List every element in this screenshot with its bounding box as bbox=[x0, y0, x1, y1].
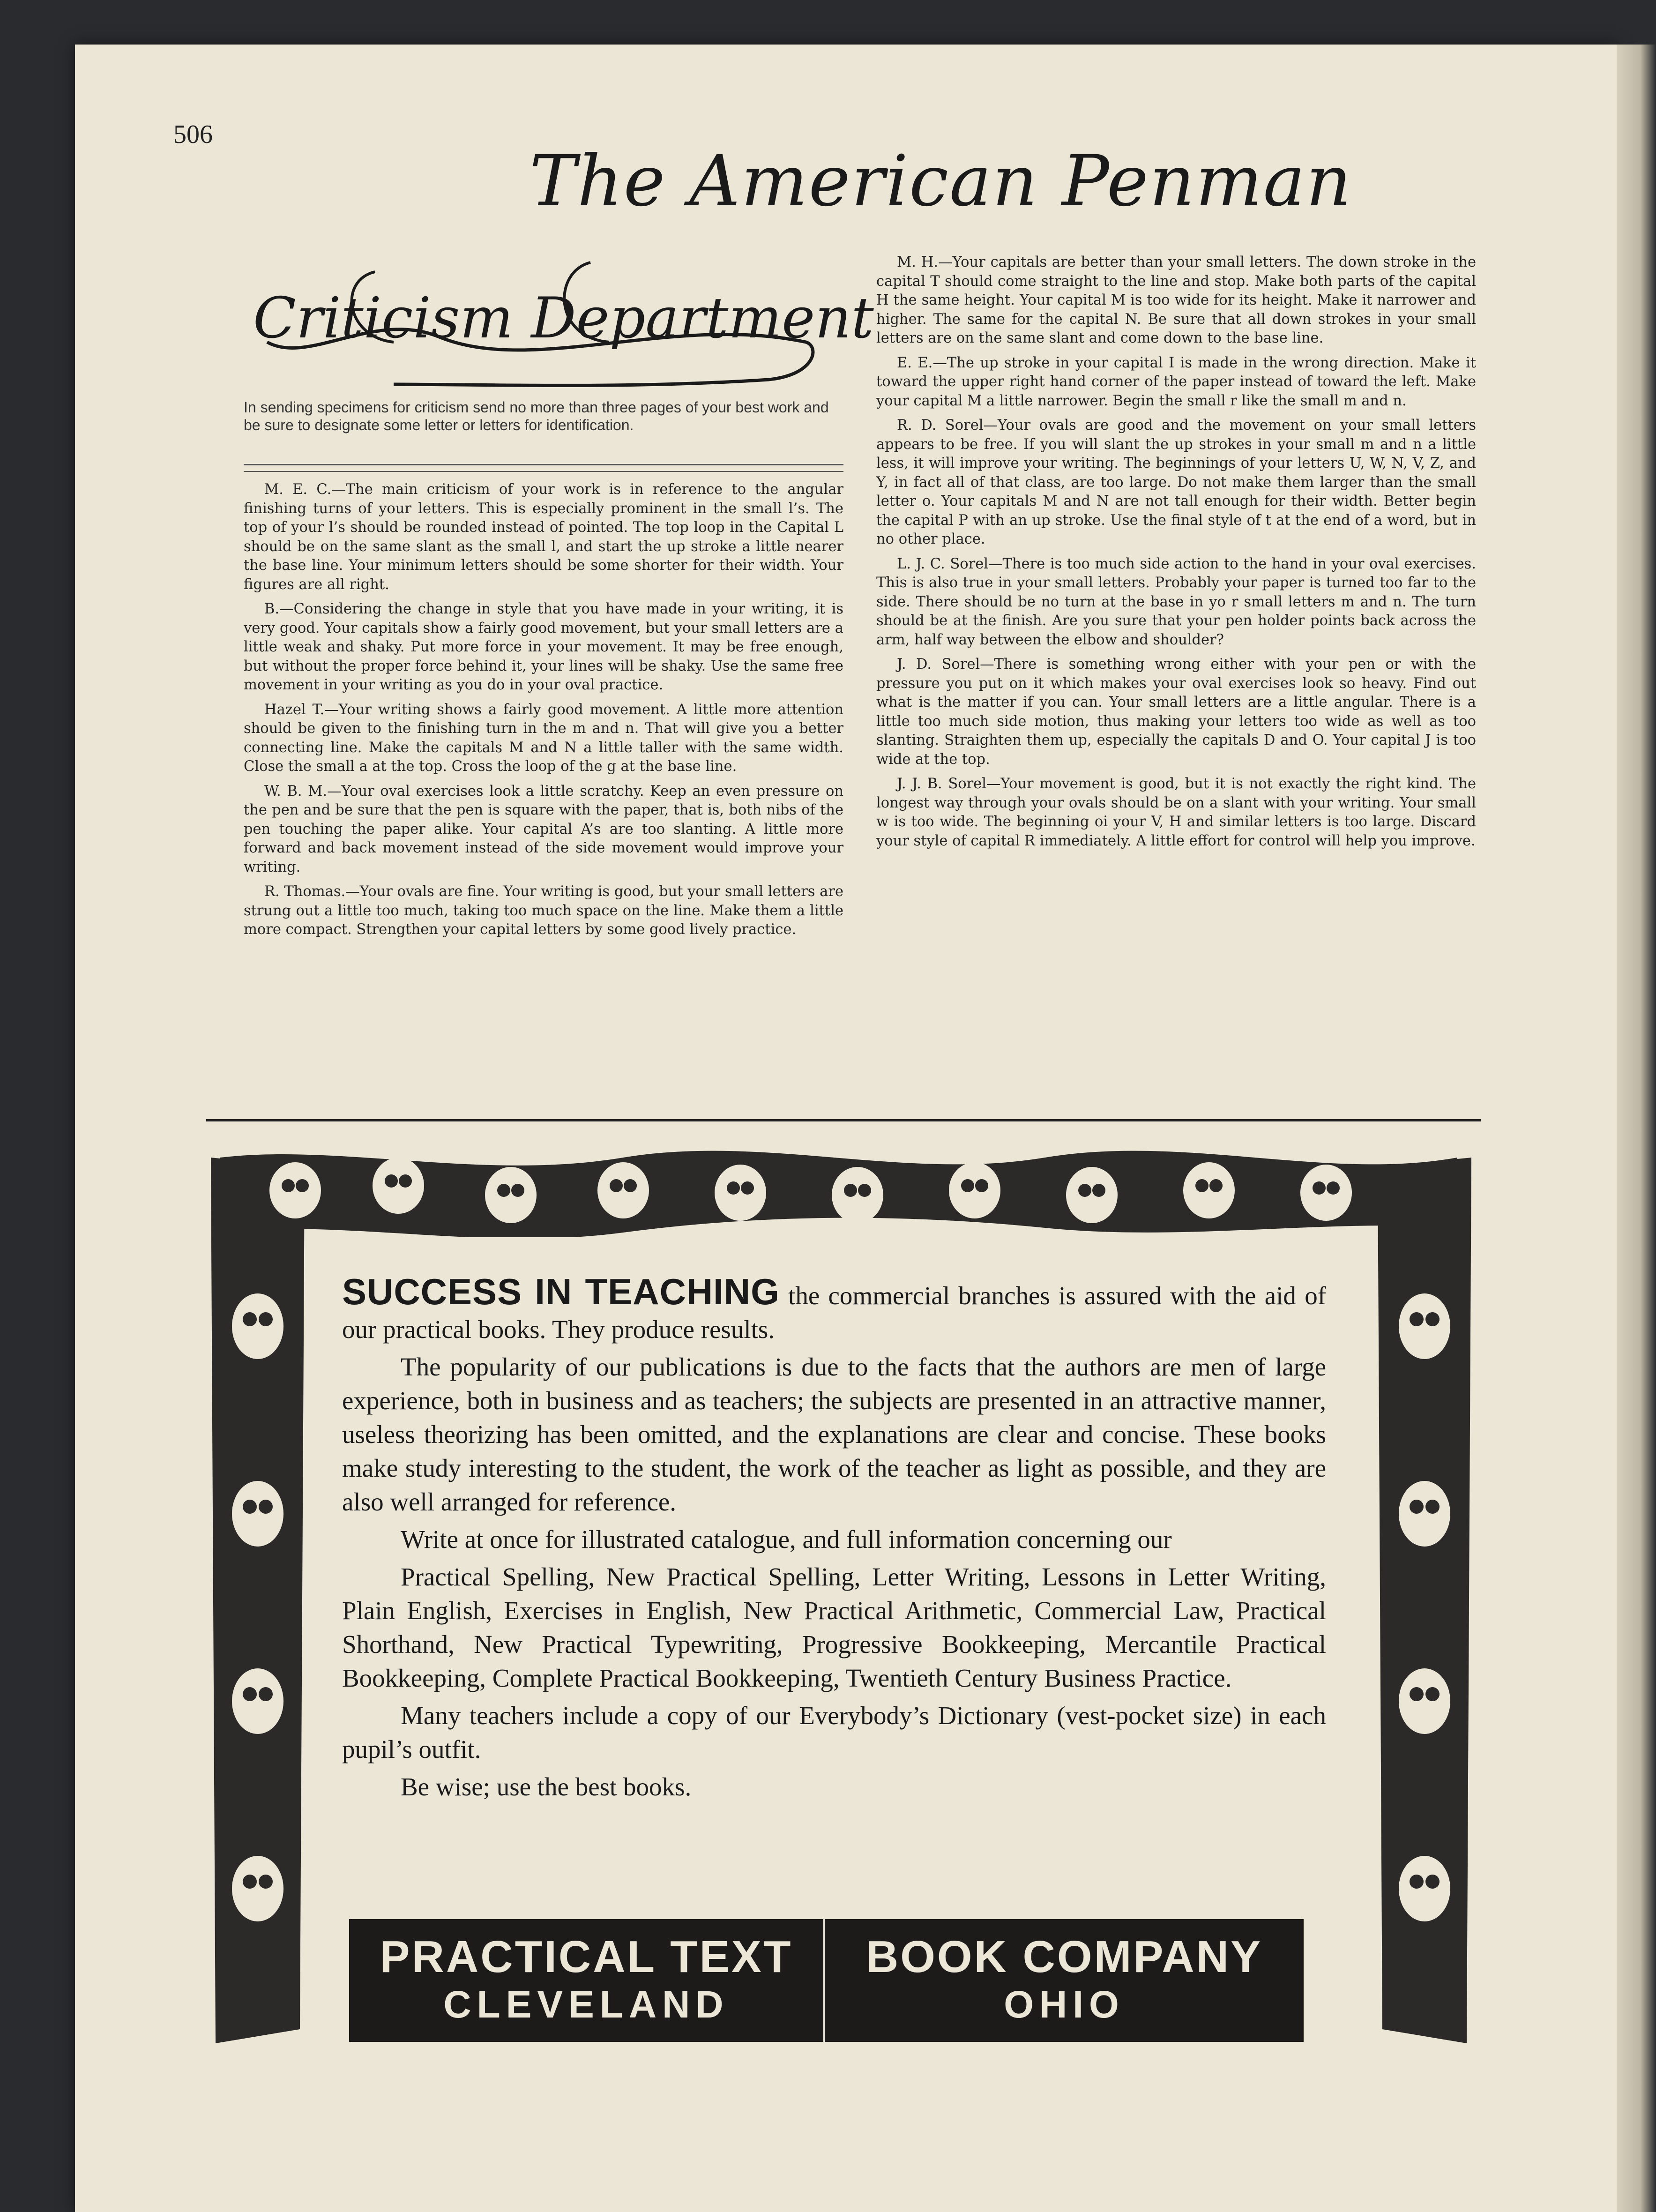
banner-right-line2: OHIO bbox=[1004, 1983, 1125, 2026]
ad-paragraph: The popularity of our publications is due to the facts that the authors are men of large experience, both in business and as teachers; the subjects are presented in an attractive manner, useless theorizing has been omitted, and the explanations are clear and concise. These books make study interesting to the student, the work of the teacher as light as possible, and they are also well arranged for reference. bbox=[342, 1353, 1326, 1516]
criticism-entry: J. D. Sorel—There is something wrong either with your pen or with the pressure you put on it which makes your oval exercises look so heavy. Find out what is the matter if you can. Your small letters are a little angular. There is a little too much side motion, thus making your letters too wide as well as too slanting. Straighten them up, especially the capitals D and O. Your capital J is too wide at the top. bbox=[876, 656, 1476, 768]
criticism-entry: Hazel T.—Your writing shows a fairly good movement. A little more attention should be given to the finishing turn in the m and n. That will give you a better connecting line. Make the capitals M and N a little taller with the same width. Close the small a at the top. Cross the loop of the g at the base line. bbox=[244, 701, 843, 775]
criticism-entry: R. Thomas.—Your ovals are fine. Your writing is good, but your small letters are strung out a little too much, taking too much space on the line. Make them a little more compact. Strengthen your capital letters by some good lively practice. bbox=[244, 883, 843, 938]
criticism-entry: W. B. M.—Your oval exercises look a little scratchy. Keep an even pressure on the pen and be sure that the pen is square with the paper, that is, both nibs of the pen touching the paper alike. Your capital A’s are too slanting. A little more forward and back movement instead of the side movement would improve your writing. bbox=[244, 783, 843, 875]
intro-rule-top bbox=[244, 464, 843, 465]
publisher-banner-left bbox=[349, 1919, 823, 2042]
ad-paragraph: Many teachers include a copy of our Everybody’s Dictionary (vest-pocket size) in each pupil’s outfit. bbox=[342, 1701, 1326, 1764]
banner-right-line1: BOOK COMPANY bbox=[865, 1932, 1263, 1982]
ad-body bbox=[342, 1271, 1327, 1931]
criticism-entry: M. E. C.—The main criticism of your work is in reference to the angular finishing turns of your letters. This is especially prominent in the small l’s. The top of your l’s should be rounded instead of pointed. The top loop in the Capital L should be on the same slant as the small l, and start the up stroke a little nearer the base line. Your minimum letters should be some shorter for their width. Your figures are all right. bbox=[244, 481, 843, 593]
intro-note: In sending specimens for criticism send no more than three pages of your best work and be sure to designate some letter or letters for identification. bbox=[244, 399, 829, 433]
criticism-entry: L. J. C. Sorel—There is too much side action to the hand in your oval exercises. This is also true in your small letters. Probably your paper is turned too far to the side. There should be no turn at the base in yo r small letters m and n. The turn should be at the finish. Are you sure that your pen holder points back across the arm, half way between the elbow and shoulder? bbox=[876, 555, 1476, 648]
criticism-entry: M. H.—Your capitals are better than your small letters. The down stroke in the capital T should come straight to the line and stop. Make both parts of the capital H the same height. Your capital M is too wide for its height. Make it narrower and higher. The same for the capital N. Be sure that all down strokes in your small letters are on the same slant and come down to the base line. bbox=[876, 254, 1476, 346]
masthead-title: The American Penman bbox=[530, 141, 1352, 222]
page-number: 506 bbox=[173, 120, 213, 149]
criticism-entry: B.—Considering the change in style that you have made in your writing, it is very good. Your capitals show a fairly good movement, but your small letters are a little weak and shaky. Put more force in your movement. It may be free enough, but without the proper force behind it, your lines will be shaky. Use the same free movement in your writing as you do in your oval practice. bbox=[244, 601, 843, 693]
ad-lead-paragraph bbox=[342, 1271, 1327, 1346]
ad-headline: SUCCESS IN TEACHING bbox=[342, 1271, 780, 1312]
criticism-heading-text: Criticism Department bbox=[253, 286, 874, 351]
ad-paragraph: Be wise; use the best books. bbox=[401, 1772, 692, 1801]
ad-headline-rest: the commercial branches is assured with the aid of our practical books. They produce results. bbox=[342, 1281, 1327, 1344]
publisher-banner-right bbox=[825, 1919, 1304, 2042]
intro-rule-bottom bbox=[244, 471, 843, 472]
left-column bbox=[244, 480, 843, 1104]
criticism-entry: R. D. Sorel—Your ovals are good and the movement on your small letters appears to be free. If you will slant the up strokes in your small m and n a little less, it will improve your writing. The beginnings of your letters U, W, N, V, Z, and Y, in fact all of that class, are too large. Do not make them larger than the small letter o. Your capitals M and N are not tall enough for their width. Better begin the capital P with an up stroke. Use the final style of t at the end of a word, but in no other place. bbox=[876, 417, 1476, 547]
criticism-department-heading bbox=[253, 244, 874, 394]
advertisement bbox=[201, 1139, 1481, 2053]
section-divider bbox=[206, 1119, 1481, 1121]
banner-left-line1: PRACTICAL TEXT bbox=[380, 1932, 793, 1982]
page-spine bbox=[1617, 45, 1656, 2212]
criticism-entry: E. E.—The up stroke in your capital I is made in the wrong direction. Make it toward the upper right hand corner of the paper instead of toward the left. Make your capital M a little narrower. Begin the small r like the small m and n. bbox=[876, 354, 1476, 409]
criticism-entry: J. J. B. Sorel—Your movement is good, but it is not exactly the right kind. The longest way through your ovals should be on a slant with your writing. Your small w is too wide. The beginning oi your V, H and similar letters is too large. Discard your style of capital R immediately. A little effort for control will help you improve. bbox=[876, 776, 1476, 849]
banner-left-line2: CLEVELAND bbox=[443, 1983, 729, 2026]
right-column bbox=[876, 253, 1476, 1097]
ad-paragraph: Practical Spelling, New Practical Spelling, Letter Writing, Lessons in Letter Writing, Plain English, Exercises in English, New Practical Arithmetic, Commercial Law, Practical Shorthand, New Practical Typewriting, Progressive Bookkeeping, Mercantile Practical Bookkeeping, Complete Practical Bookkeeping, Twentieth Century Business Practice. bbox=[342, 1562, 1326, 1692]
ad-paragraph: Write at once for illustrated catalogue, and full information concerning our bbox=[401, 1525, 1172, 1554]
